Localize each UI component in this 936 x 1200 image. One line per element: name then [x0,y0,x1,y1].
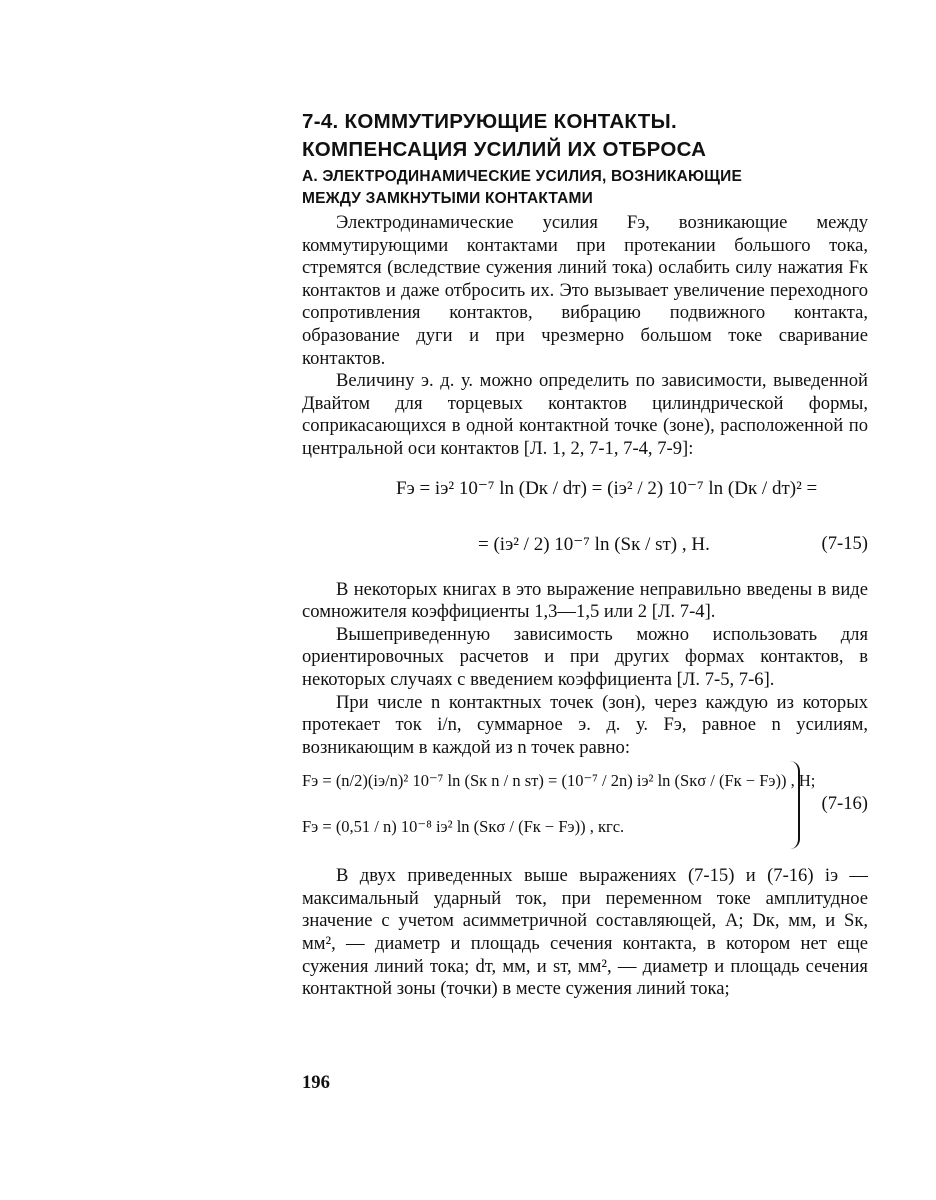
equation-7-15-line2: = (iэ² / 2) 10⁻⁷ ln (Sк / sт) , Н. [478,533,710,555]
paragraph-1: Электродинамические усилия Fэ, возникающие между коммутирующими контактами при протекании большого тока, стремятся (вследствие сужения линий тока) ослабить силу нажатия Fк контактов и даже отбросить их. Это вызывает увеличение переходного сопротивления контактов, вибрацию подвижного контакта, образование дуги и при чрезмерно большом токе сваривание контактов. [302,212,868,369]
equation-7-16-line1: Fэ = (n/2)(iэ/n)² 10⁻⁷ ln (Sк n / n sт) = (10⁻⁷ / 2n) iэ² ln (Sкσ / (Fк − Fэ)) , Н; [302,771,816,791]
subsection-title-line1: А. ЭЛЕКТРОДИНАМИЧЕСКИЕ УСИЛИЯ, ВОЗНИКАЮЩИЕ [302,168,743,185]
paragraph-3: В некоторых книгах в это выражение неправильно введены в виде сомножителя коэффициенты 1,3—1,5 или 2 [Л. 7-4]. [302,578,868,623]
equation-7-15-number: (7-15) [821,532,868,554]
paragraph-4: Вышеприведенную зависимость можно использовать для ориентировочных расчетов и при других формах контактов, в некоторых случаях с введением коэффициента [Л. 7-5, 7-6]. [302,623,868,690]
page-content [302,108,868,1001]
subsection-title-line2: МЕЖДУ ЗАМКНУТЫМИ КОНТАКТАМИ [302,190,593,207]
section-title-line1: 7-4. КОММУТИРУЮЩИЕ КОНТАКТЫ. [302,110,677,133]
paragraph-5: При числе n контактных точек (зон), через каждую из которых протекает ток i/n, суммарное э. д. у. Fэ, равное n усилиям, возникающим в каждой из n точек равно: [302,691,868,758]
equation-7-15 [302,469,868,573]
equation-7-15-line1: Fэ = iэ² 10⁻⁷ ln (Dк / dт) = (iэ² / 2) 10⁻⁷ ln (Dк / dт)² = [396,477,818,499]
subsection-title [302,166,868,210]
page-number: 196 [302,1072,330,1093]
equation-7-16 [302,763,868,853]
equation-brace [788,761,800,849]
section-title [302,108,868,164]
equation-7-16-line2: Fэ = (0,51 / n) 10⁻⁸ iэ² ln (Sкσ / (Fк − Fэ)) , кгс. [302,817,625,837]
paragraph-6: В двух приведенных выше выражениях (7-15) и (7-16) iэ — максимальный ударный ток, при переменном токе амплитудное значение с учетом асимметричной составляющей, А; Dк, мм, и Sк, мм², — диаметр и площадь сечения контакта, в котором нет еще сужения линий тока; dт, мм, и sт, мм², — диаметр и площадь сечения контактной зоны (точки) в месте сужения линий тока; [302,865,868,1000]
paragraph-2: Величину э. д. у. можно определить по зависимости, выведенной Двайтом для торцевых контактов цилиндрической формы, соприкасающихся в одной контактной точке (зоне), расположенной по центральной оси контактов [Л. 1, 2, 7-1, 7-4, 7-9]: [302,370,868,459]
section-title-line2: КОМПЕНСАЦИЯ УСИЛИЙ ИХ ОТБРОСА [302,138,707,161]
equation-7-16-number: (7-16) [821,793,868,815]
